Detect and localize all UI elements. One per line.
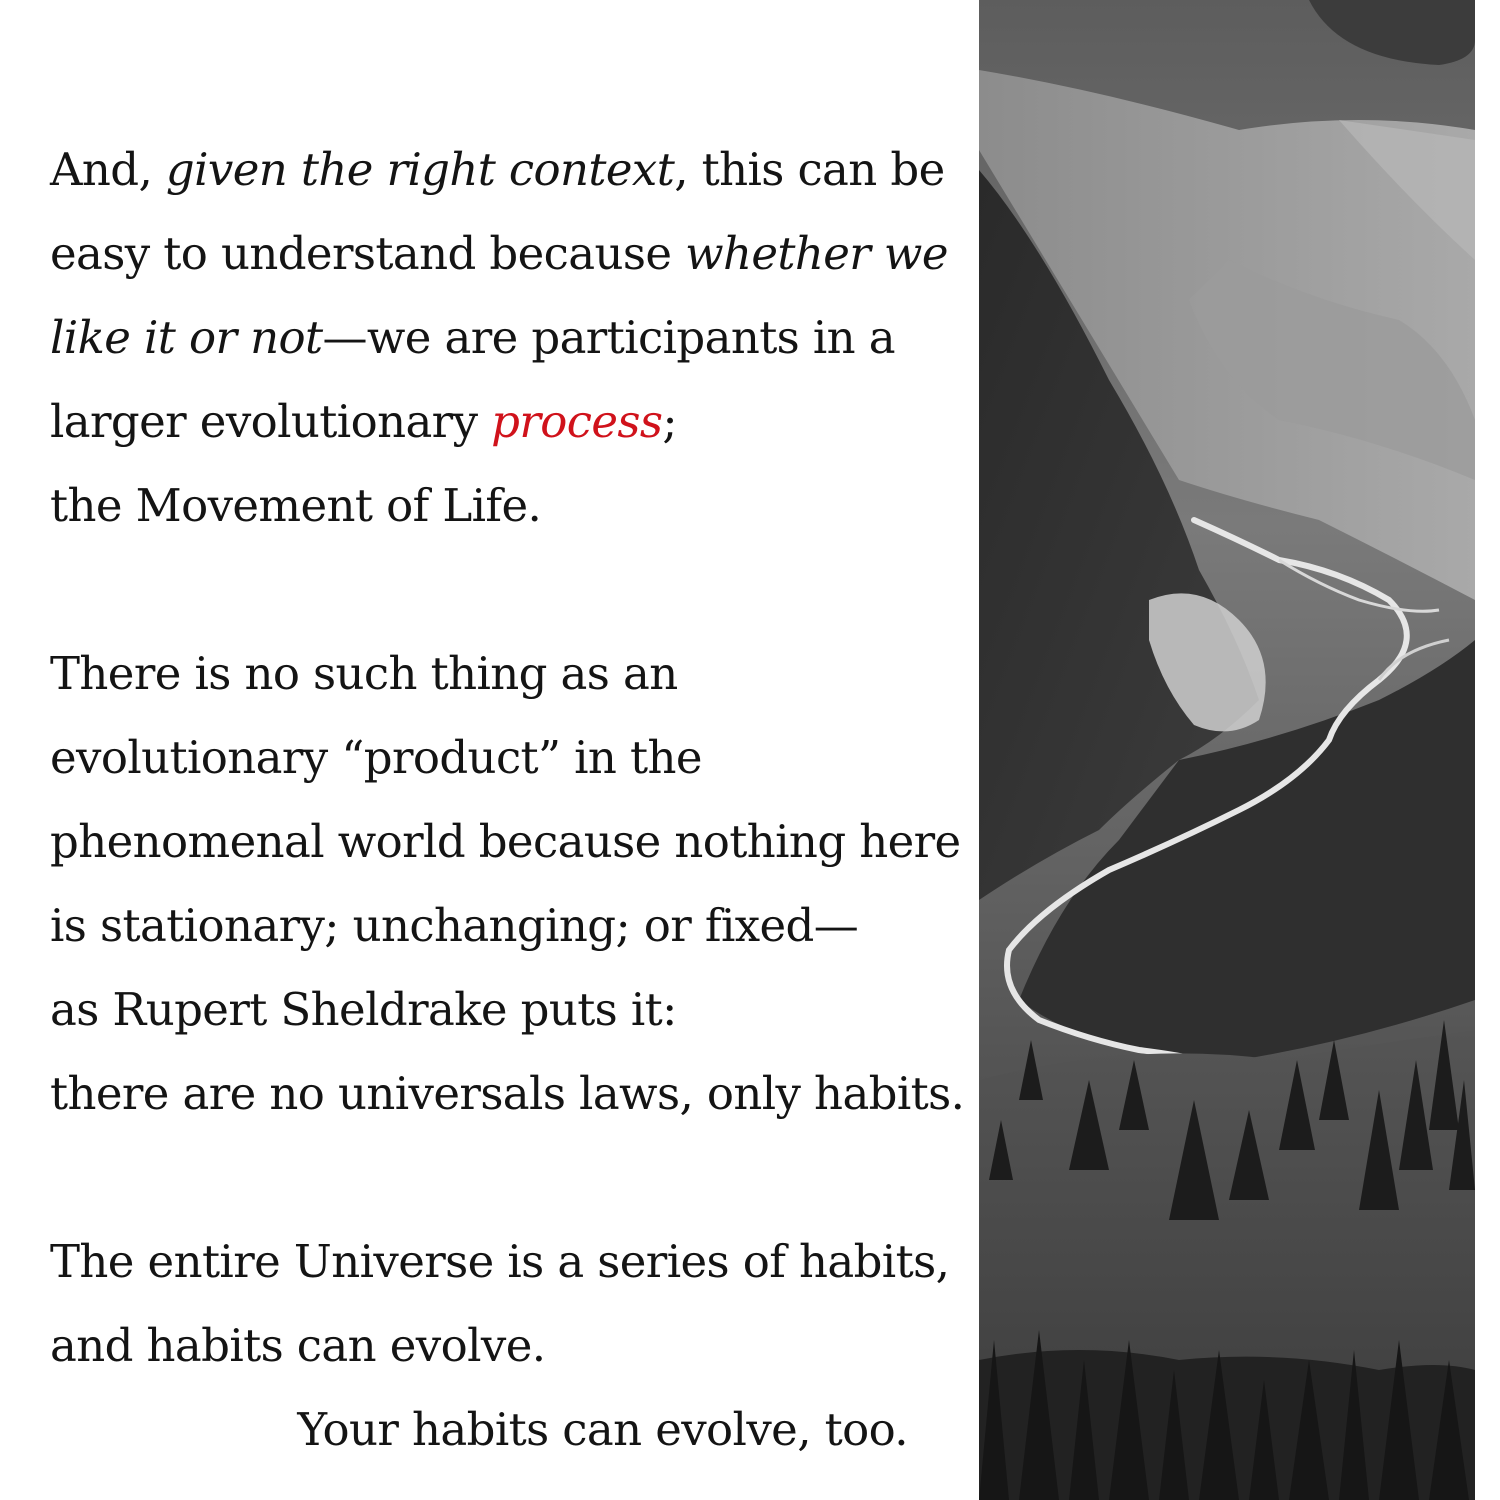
italic-emphasis: given the right context [165,143,675,196]
text-run: —we are participants in a [322,311,895,364]
text-line: The entire Universe is a series of habits, [50,1235,950,1288]
text-line: There is no such thing as an [50,647,678,700]
text-line: evolutionary “product” in the [50,731,702,784]
text-run: And, [50,143,166,196]
text-line [50,296,950,380]
paragraph-gap [50,548,950,632]
landscape-illustration [979,0,1475,1500]
closing-line: Your habits can evolve, too. [297,1403,908,1456]
text-line: there are no universals laws, only habits. [50,1067,965,1120]
text-line [50,380,950,464]
text-run: ; [662,395,677,448]
accent-word: process [491,395,663,448]
text-run: easy to understand because [50,227,686,280]
quote-text [50,128,965,1472]
text-run: larger evolutionary [50,395,492,448]
text-line [50,212,950,296]
italic-emphasis: like it or not [50,311,323,364]
text-line: phenomenal world because nothing here [50,815,961,868]
text-line: is stationary; unchanging; or fixed— [50,899,859,952]
text-line: the Movement of Life. [50,479,542,532]
italic-emphasis: whether we [685,227,948,280]
text-line [50,128,950,212]
text-line: and habits can evolve. [50,1319,546,1372]
landscape-photo [979,0,1475,1500]
paragraph-gap [50,1136,950,1220]
text-run: , this can be [674,143,945,196]
text-line: as Rupert Sheldrake puts it: [50,983,677,1036]
